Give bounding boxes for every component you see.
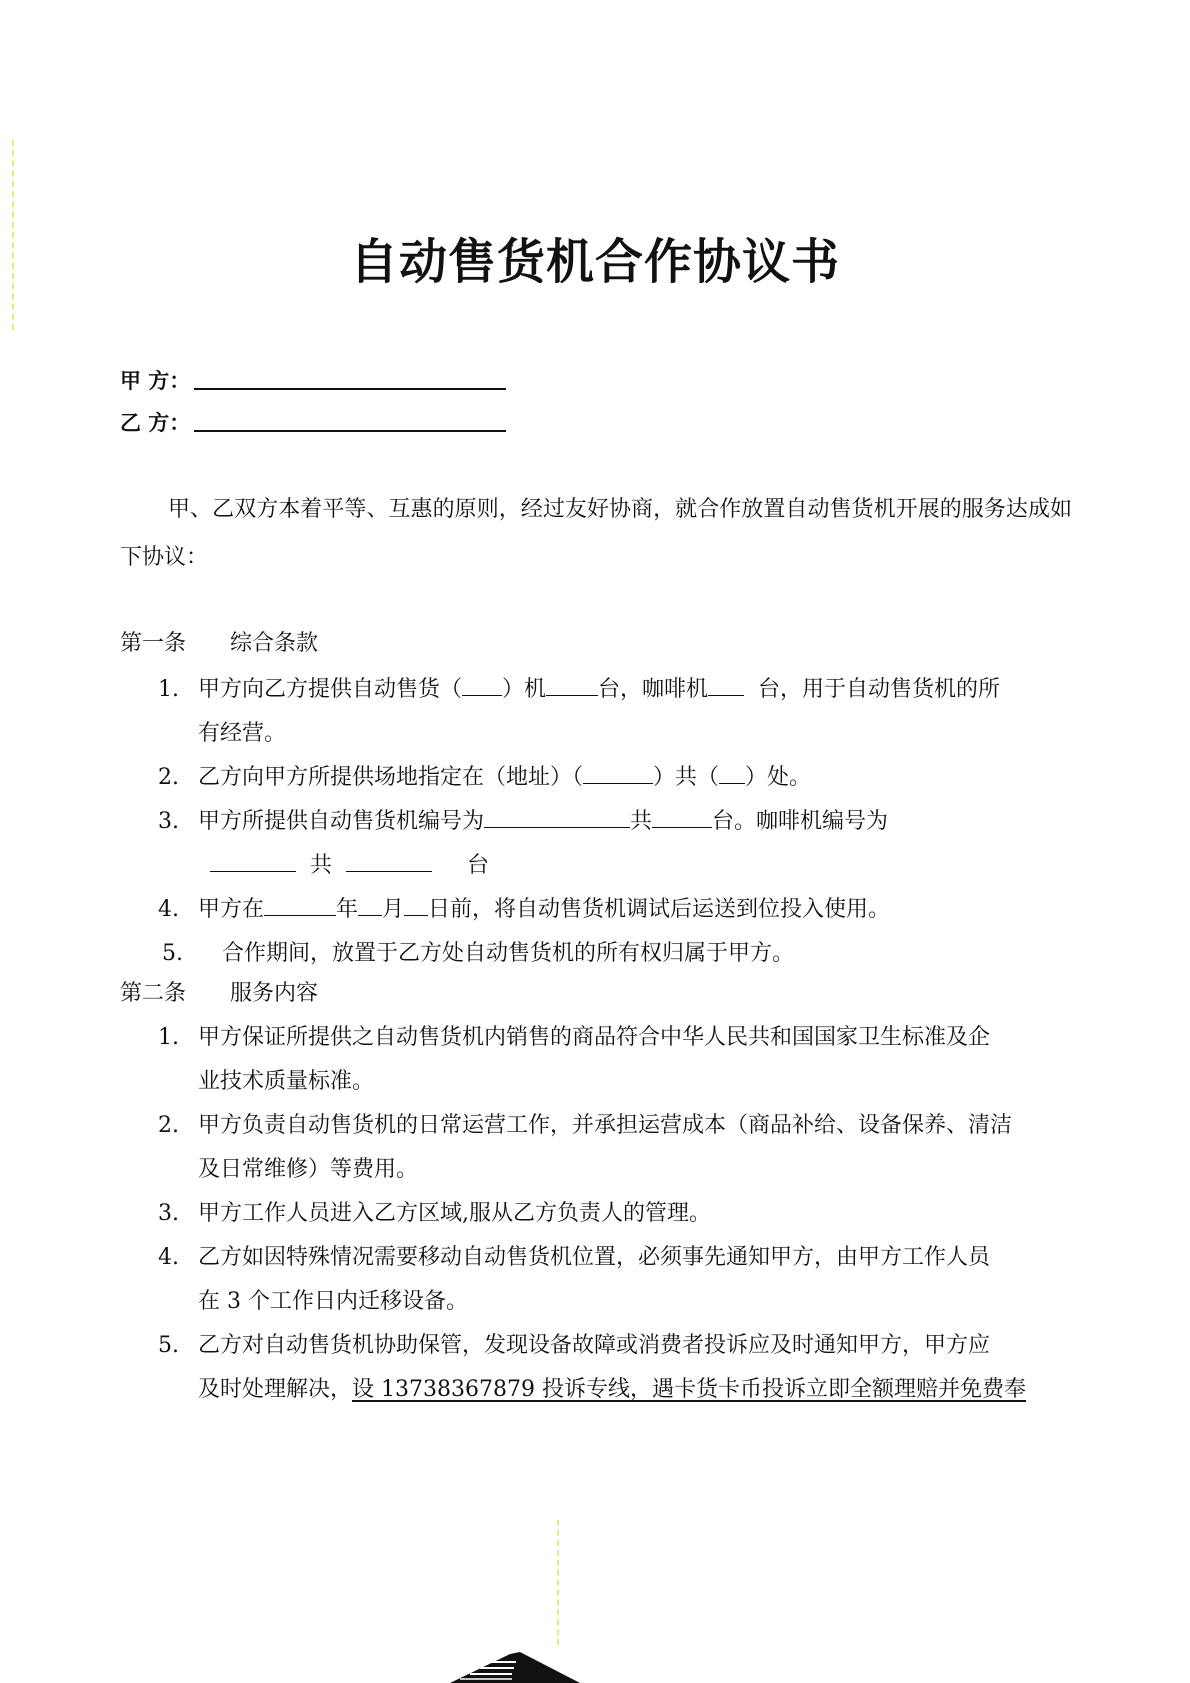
item-text: 乙方对自动售货机协助保管，发现设备故障或消费者投诉应及时通知甲方，甲方应 bbox=[198, 1333, 991, 1358]
text-part: ）处。 bbox=[745, 765, 812, 790]
item-text bbox=[198, 800, 888, 844]
party-b-blank bbox=[194, 430, 506, 432]
article-1-item-3-cont bbox=[210, 844, 489, 888]
item-text: 甲方保证所提供之自动售货机内销售的商品符合中华人民共和国国家卫生标准及企 bbox=[198, 1025, 991, 1050]
text-part: ）共（ bbox=[653, 765, 720, 790]
item-number: 1. bbox=[158, 677, 179, 702]
party-b-row bbox=[120, 408, 506, 438]
text-part: 台，咖啡机 bbox=[598, 677, 709, 702]
article-1-number: 第一条 bbox=[120, 631, 187, 656]
blank bbox=[404, 893, 428, 916]
text-part: 及时处理解决， bbox=[198, 1377, 353, 1402]
item-text-continued: 有经营。 bbox=[198, 721, 287, 746]
item-text bbox=[198, 756, 811, 800]
blank bbox=[210, 849, 296, 872]
text-part: 共 bbox=[630, 809, 653, 834]
party-b-label: 乙 方： bbox=[120, 411, 191, 435]
party-a-blank bbox=[194, 388, 506, 390]
item-number: 2. bbox=[158, 765, 179, 790]
text-part: 乙方向甲方所提供场地指定在（地址）（ bbox=[198, 765, 584, 790]
text-part: 台 bbox=[466, 853, 489, 878]
item-number: 5. bbox=[162, 941, 183, 966]
party-a-label: 甲 方： bbox=[120, 369, 191, 393]
item-text-continued bbox=[198, 1368, 1026, 1412]
blank bbox=[652, 805, 712, 828]
item-number: 5. bbox=[158, 1333, 179, 1358]
text-part: 年 bbox=[336, 897, 359, 922]
article-2-title: 服务内容 bbox=[230, 981, 319, 1006]
item-number: 3. bbox=[158, 1201, 179, 1226]
article-1-heading bbox=[120, 628, 318, 660]
article-2-number: 第二条 bbox=[120, 981, 187, 1006]
item-text bbox=[198, 668, 1000, 712]
text-part: 日前，将自动售货机调试后运送到位投入使用。 bbox=[428, 897, 891, 922]
item-text: 甲方负责自动售货机的日常运营工作，并承担运营成本（商品补给、设备保养、清洁 bbox=[198, 1113, 1013, 1138]
item-text bbox=[198, 888, 890, 932]
blank bbox=[462, 673, 502, 696]
item-text-continued: 业技术质量标准。 bbox=[198, 1069, 375, 1094]
blank bbox=[583, 761, 653, 784]
article-2-heading bbox=[120, 978, 318, 1010]
text-part: ）机 bbox=[502, 677, 547, 702]
blank bbox=[484, 805, 630, 828]
blank bbox=[264, 893, 336, 916]
item-number: 3. bbox=[158, 809, 179, 834]
document-title: 自动售货机合作协议书 bbox=[349, 234, 840, 290]
text-part: 台，用于自动售货机的所 bbox=[758, 677, 1001, 702]
text-part: 甲方所提供自动售货机编号为 bbox=[198, 809, 485, 834]
text-part: 甲方在 bbox=[198, 897, 265, 922]
text-part: 台。咖啡机编号为 bbox=[712, 809, 889, 834]
item-text: 合作期间，放置于乙方处自动售货机的所有权归属于甲方。 bbox=[222, 941, 795, 966]
item-text: 甲方工作人员进入乙方区域,服从乙方负责人的管理。 bbox=[198, 1201, 711, 1226]
blank bbox=[358, 893, 382, 916]
decorative-dashed-line-bottom bbox=[557, 1520, 559, 1645]
text-part: 甲方向乙方提供自动售货（ bbox=[198, 677, 463, 702]
hotline-underlined-text: 设 13738367879 投诉专线，遇卡货卡币投诉立即全额理赔并免费奉 bbox=[352, 1377, 1026, 1402]
item-number: 4. bbox=[158, 897, 179, 922]
item-number: 4. bbox=[158, 1245, 179, 1270]
text-part: 共 bbox=[310, 853, 333, 878]
blank bbox=[546, 673, 598, 696]
blank bbox=[708, 673, 744, 696]
article-1-title: 综合条款 bbox=[230, 631, 319, 656]
party-a-row bbox=[120, 366, 506, 396]
text-part: 月 bbox=[382, 897, 405, 922]
intro-paragraph: 甲、乙双方本着平等、互惠的原则，经过友好协商，就合作放置自动售货机开展的服务达成如下协议： bbox=[120, 497, 1072, 570]
item-text: 乙方如因特殊情况需要移动自动售货机位置，必须事先通知甲方，由甲方工作人员 bbox=[198, 1245, 991, 1270]
item-number: 1. bbox=[158, 1025, 179, 1050]
item-text-continued: 在 3 个工作日内迁移设备。 bbox=[198, 1289, 468, 1314]
decorative-striped-shape-icon bbox=[450, 1652, 580, 1683]
item-text-continued: 及日常维修）等费用。 bbox=[198, 1157, 419, 1182]
item-number: 2. bbox=[158, 1113, 179, 1138]
blank bbox=[346, 849, 432, 872]
blank bbox=[719, 761, 745, 784]
